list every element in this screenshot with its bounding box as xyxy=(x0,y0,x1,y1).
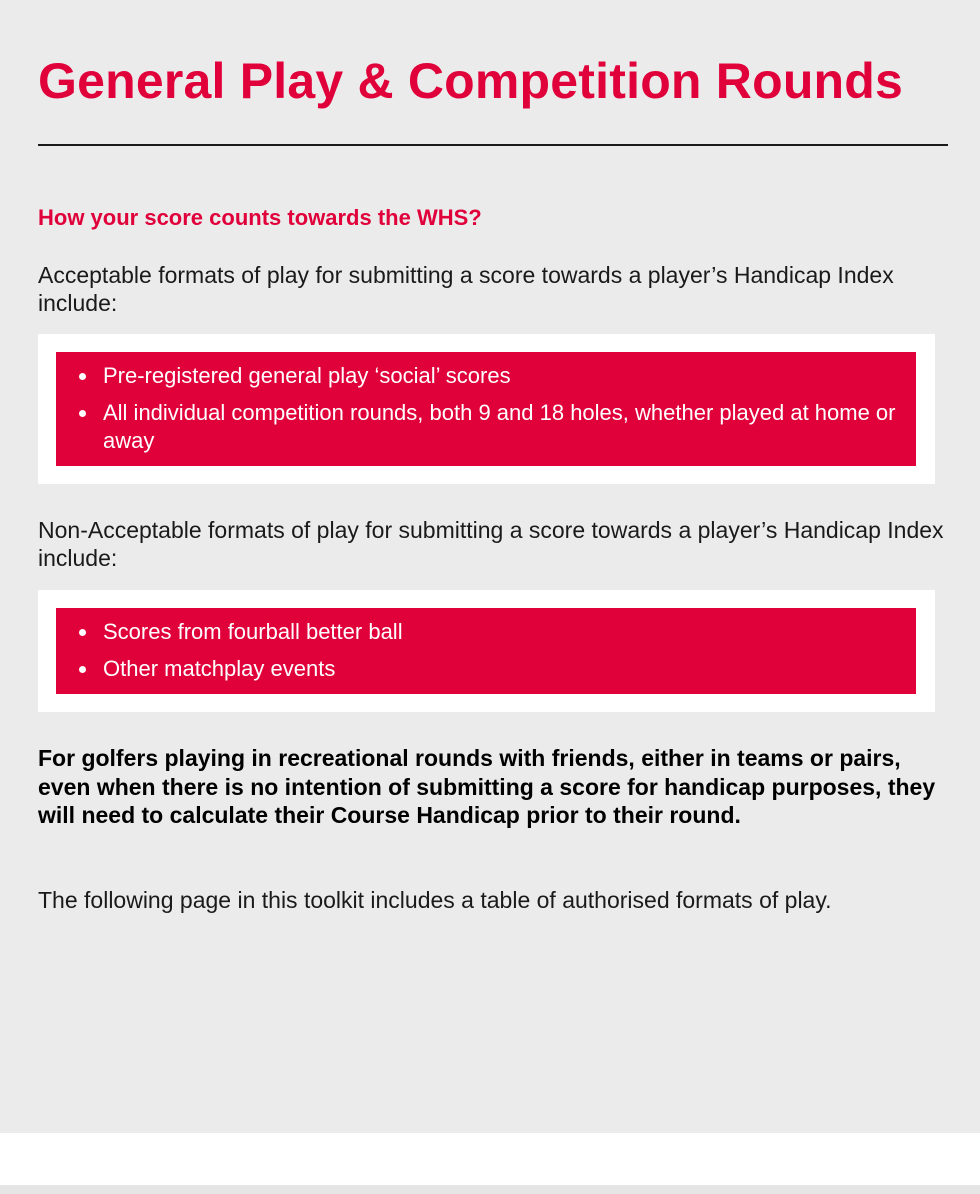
page-title: General Play & Competition Rounds xyxy=(38,53,904,109)
non-acceptable-list-box xyxy=(56,608,916,694)
section-subheading: How your score counts towards the WHS? xyxy=(38,205,482,230)
acceptable-intro: Acceptable formats of play for submitting a score towards a player’s Handicap Index include: xyxy=(38,262,894,316)
bullet-icon xyxy=(79,373,86,380)
bullet-icon xyxy=(79,629,86,636)
non-acceptable-list xyxy=(56,608,916,683)
recreational-rounds-note: For golfers playing in recreational rounds with friends, either in teams or pairs, even when there is no intention of submitting a score for handicap purposes, they will need to calculate their Course Handicap prior to their round. xyxy=(38,745,936,828)
list-item xyxy=(103,655,896,684)
acceptable-card xyxy=(38,334,935,484)
bottom-edge xyxy=(0,1185,980,1194)
following-page-note: The following page in this toolkit includes a table of authorised formats of play. xyxy=(38,887,832,913)
list-item-text: All individual competition rounds, both 9 and 18 holes, whether played at home or away xyxy=(103,399,896,453)
title-divider xyxy=(38,144,948,146)
bullet-icon xyxy=(79,666,86,673)
bullet-icon xyxy=(79,410,86,417)
acceptable-list xyxy=(56,352,916,456)
bottom-strip xyxy=(0,1133,980,1185)
list-item-text: Scores from fourball better ball xyxy=(103,619,403,644)
non-acceptable-card xyxy=(38,590,935,712)
list-item xyxy=(103,399,896,456)
list-item-text: Pre-registered general play ‘social’ scores xyxy=(103,363,511,388)
non-acceptable-intro: Non-Acceptable formats of play for submitting a score towards a player’s Handicap Index include: xyxy=(38,517,944,571)
list-item xyxy=(103,618,896,647)
list-item xyxy=(103,362,896,391)
list-item-text: Other matchplay events xyxy=(103,655,336,681)
acceptable-list-box xyxy=(56,352,916,466)
